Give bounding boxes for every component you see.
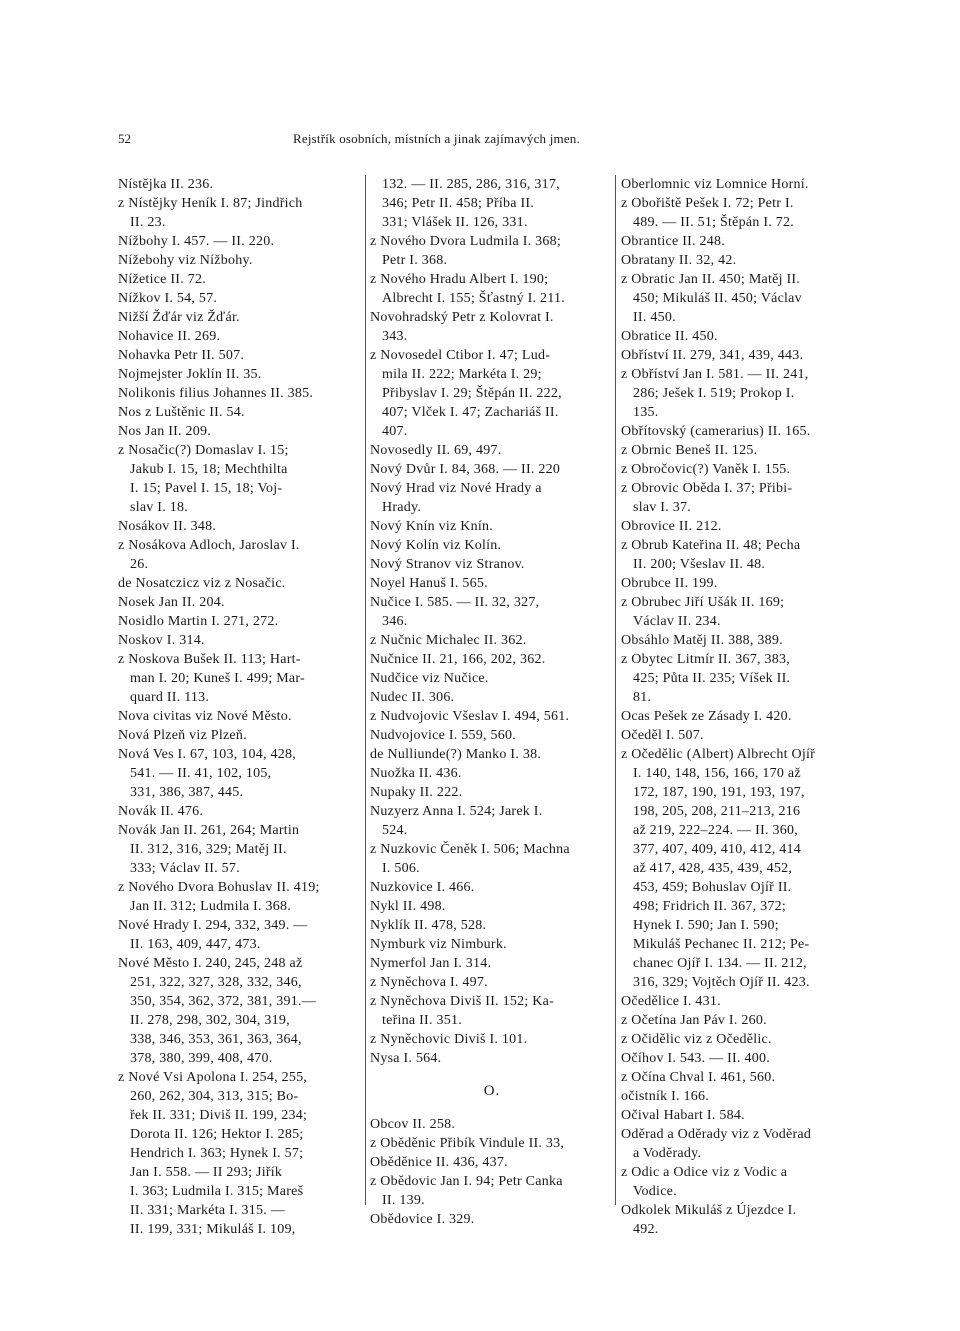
- index-entry: [370, 1030, 614, 1049]
- index-entry: [118, 517, 364, 536]
- index-entry: [370, 460, 614, 479]
- index-entry: [118, 384, 364, 403]
- index-entry: [621, 593, 863, 631]
- index-entry: [370, 1153, 614, 1172]
- index-entry-line: 407.: [382, 424, 408, 439]
- index-entry: [621, 346, 863, 365]
- index-entry-line: Hrady.: [382, 500, 422, 515]
- index-entry: [370, 897, 614, 916]
- index-entry-line: Nojmejster Joklín II. 35.: [118, 367, 262, 382]
- index-entry-line: 453, 459; Bohuslav Ojíř II.: [633, 880, 792, 895]
- index-entry: [118, 194, 364, 232]
- index-entry-line: Nohavice II. 269.: [118, 329, 221, 344]
- index-entry-line: 377, 407, 409, 410, 412, 414: [633, 842, 801, 857]
- index-entry-line: I. 506.: [382, 861, 420, 876]
- index-entry-line: Hynek I. 590; Jan I. 590;: [633, 918, 779, 933]
- index-entry-line: Obrantice II. 248.: [621, 234, 726, 249]
- index-entry: [621, 1011, 863, 1030]
- index-entry: [118, 403, 364, 422]
- index-entry-line: Noskov I. 314.: [118, 633, 205, 648]
- index-entry-line: Nymerfol Jan I. 314.: [370, 956, 492, 971]
- index-entry-line: Nuzkovice I. 466.: [370, 880, 475, 895]
- index-entry-line: Nížkov I. 54, 57.: [118, 291, 218, 306]
- index-entry: [118, 346, 364, 365]
- index-entry-line: Nohavka Petr II. 507.: [118, 348, 245, 363]
- index-entry-line: z Noskova Bušek II. 113; Hart-: [118, 652, 301, 667]
- index-column-3: [621, 175, 863, 1239]
- index-entry-line: až 417, 428, 435, 439, 452,: [633, 861, 793, 876]
- index-entry-line: Obědovice I. 329.: [370, 1212, 475, 1227]
- index-entry: [370, 574, 614, 593]
- index-entry-line: slav I. 37.: [633, 500, 691, 515]
- index-entry-line: z Obratic Jan II. 450; Matěj II.: [621, 272, 801, 287]
- index-entry-line: řek II. 331; Diviš II. 199, 234;: [130, 1108, 308, 1123]
- index-entry-line: chanec Ojíř I. 134. — II. 212,: [633, 956, 807, 971]
- index-entry-line: Nysa I. 564.: [370, 1051, 442, 1066]
- index-entry: [118, 232, 364, 251]
- index-entry: [118, 441, 364, 517]
- index-entry-line: II. 200; Všeslav II. 48.: [633, 557, 766, 572]
- index-entry-line: Očíhov I. 543. — II. 400.: [621, 1051, 770, 1066]
- index-entry: [621, 1125, 863, 1163]
- index-entry-line: z Odic a Odice viz z Vodic a: [621, 1165, 788, 1180]
- index-entry-line: Oberlomnic viz Lomnice Horní.: [621, 177, 809, 192]
- index-entry: [621, 650, 863, 707]
- index-entry: [118, 916, 364, 954]
- index-entry: [118, 175, 364, 194]
- column-divider-1: [365, 175, 366, 1205]
- index-entry-line: II. 23.: [130, 215, 166, 230]
- index-entry: [118, 878, 364, 916]
- index-entry: [370, 688, 614, 707]
- index-entry-line: Nymburk viz Nimburk.: [370, 937, 507, 952]
- index-entry-line: Jan II. 312; Ludmila I. 368.: [130, 899, 291, 914]
- index-entry-line: Ocas Pešek ze Zásady I. 420.: [621, 709, 792, 724]
- index-entry: [370, 878, 614, 897]
- index-entry: [370, 1115, 614, 1134]
- index-entry: [621, 1163, 863, 1201]
- index-entry: [370, 783, 614, 802]
- index-entry-line: Nové Hrady I. 294, 332, 349. —: [118, 918, 308, 933]
- index-entry-line: 333; Václav II. 57.: [130, 861, 240, 876]
- index-entry-line: z Očetína Jan Páv I. 260.: [621, 1013, 767, 1028]
- index-entry-line: 489. — II. 51; Štěpán I. 72.: [633, 215, 794, 230]
- index-entry: [370, 232, 614, 270]
- index-entry-line: z Nového Dvora Ludmila I. 368;: [370, 234, 562, 249]
- index-entry-line: z Očedělic (Albert) Albrecht Ojíř: [621, 747, 816, 762]
- index-entry: [621, 460, 863, 479]
- index-entry: [370, 840, 614, 878]
- index-entry-line: Nudčice viz Nučice.: [370, 671, 489, 686]
- index-entry-line: z Obořiště Pešek I. 72; Petr I.: [621, 196, 794, 211]
- index-entry-line: Hendrich I. 363; Hynek I. 57;: [130, 1146, 304, 1161]
- index-entry: [621, 1106, 863, 1125]
- index-entry-line: I. 363; Ludmila I. 315; Mareš: [130, 1184, 304, 1199]
- index-entry: [118, 593, 364, 612]
- index-entry-line: z Nučnic Michalec II. 362.: [370, 633, 527, 648]
- page-header: [118, 131, 858, 151]
- index-entry-line: Jakub I. 15, 18; Mechthilta: [130, 462, 288, 477]
- index-entry: [621, 441, 863, 460]
- index-entry: [621, 327, 863, 346]
- index-entry-line: Obsáhlo Matěj II. 388, 389.: [621, 633, 783, 648]
- index-entry: [118, 365, 364, 384]
- index-entry: [370, 479, 614, 517]
- index-entry-line: z Očína Chval I. 461, 560.: [621, 1070, 776, 1085]
- index-entry-line: Nykl II. 498.: [370, 899, 446, 914]
- index-entry-line: 135.: [633, 405, 659, 420]
- index-entry-line: Nížebohy viz Nížbohy.: [118, 253, 253, 268]
- index-entry-line: Nový Knín viz Knín.: [370, 519, 493, 534]
- index-entry-line: Nuožka II. 436.: [370, 766, 462, 781]
- index-entry-line: 286; Ješek I. 519; Prokop I.: [633, 386, 795, 401]
- index-entry-line: Nižší Žďár viz Žďár.: [118, 310, 240, 325]
- index-entry: [370, 441, 614, 460]
- index-entry: [118, 745, 364, 802]
- index-entry-line: I. 140, 148, 156, 166, 170 až: [633, 766, 801, 781]
- index-entry-line: Obratany II. 32, 42.: [621, 253, 737, 268]
- index-entry-line: Nové Město I. 240, 245, 248 až: [118, 956, 303, 971]
- index-entry-line: Nový Hrad viz Nové Hrady a: [370, 481, 542, 496]
- index-entry: [621, 745, 863, 992]
- index-entry-line: Obcov II. 258.: [370, 1117, 456, 1132]
- index-entry-line: z Nístějky Heník I. 87; Jindřich: [118, 196, 303, 211]
- index-entry: [370, 802, 614, 840]
- index-entry-line: 132. — II. 285, 286, 316, 317,: [382, 177, 560, 192]
- index-entry: [621, 175, 863, 194]
- index-entry-line: Vodice.: [633, 1184, 677, 1199]
- index-entry: [370, 270, 614, 308]
- index-entry: [370, 935, 614, 954]
- index-entry: [118, 802, 364, 821]
- index-entry-line: II. 312, 316, 329; Matěj II.: [130, 842, 287, 857]
- index-entry: [370, 669, 614, 688]
- index-entry: [118, 726, 364, 745]
- index-entry-line: Nos z Luštěnic II. 54.: [118, 405, 245, 420]
- index-entry-line: Nová Ves I. 67, 103, 104, 428,: [118, 747, 296, 762]
- index-entry: [370, 916, 614, 935]
- index-entry-line: teřina II. 351.: [382, 1013, 462, 1028]
- index-entry-line: Nupaky II. 222.: [370, 785, 463, 800]
- index-entry-line: Nový Dvůr I. 84, 368. — II. 220: [370, 462, 561, 477]
- index-entry-line: Novohradský Petr z Kolovrat I.: [370, 310, 554, 325]
- index-entry-line: Nudvojovice I. 559, 560.: [370, 728, 516, 743]
- index-entry-line: z Novosedel Ctibor I. 47; Lud-: [370, 348, 551, 363]
- index-entry-line: II. 331; Markéta I. 315. —: [130, 1203, 286, 1218]
- index-entry-line: Nová Plzeň viz Plzeň.: [118, 728, 247, 743]
- index-entry: [118, 707, 364, 726]
- index-entry-line: Novák II. 476.: [118, 804, 204, 819]
- page-number: 52: [118, 131, 131, 146]
- index-entry-line: z Obrubec Jiří Ušák II. 169;: [621, 595, 785, 610]
- index-entry: [370, 555, 614, 574]
- index-column-1: [118, 175, 364, 1239]
- index-entry: [370, 1049, 614, 1068]
- index-entry: [118, 821, 364, 878]
- index-entry-line: Albrecht I. 155; Šťastný I. 211.: [382, 291, 565, 306]
- index-entry-line: 346; Petr II. 458; Příba II.: [382, 196, 535, 211]
- index-entry-line: Očival Habart I. 584.: [621, 1108, 745, 1123]
- index-entry: [370, 631, 614, 650]
- index-entry: [621, 1068, 863, 1087]
- index-entry: [118, 650, 364, 707]
- index-entry: [621, 1030, 863, 1049]
- index-entry-line: Oběděnice II. 436, 437.: [370, 1155, 508, 1170]
- index-entry: [621, 1049, 863, 1068]
- index-entry: [621, 1201, 863, 1239]
- index-entry: [370, 1172, 614, 1210]
- index-entry: [370, 726, 614, 745]
- index-entry-line: 346.: [382, 614, 408, 629]
- index-entry-line: Nížbohy I. 457. — II. 220.: [118, 234, 275, 249]
- index-entry-line: 316, 329; Vojtěch Ojíř II. 423.: [633, 975, 810, 990]
- index-entry-line: Nudec II. 306.: [370, 690, 455, 705]
- index-entry: [621, 574, 863, 593]
- index-entry-line: de Nulliunde(?) Manko I. 38.: [370, 747, 542, 762]
- index-entry-line: de Nosatczicz viz z Nosačic.: [118, 576, 286, 591]
- index-entry-line: 524.: [382, 823, 408, 838]
- index-entry-line: z Obytec Litmír II. 367, 383,: [621, 652, 790, 667]
- index-entry-line: 343.: [382, 329, 408, 344]
- index-entry-line: 378, 380, 399, 408, 470.: [130, 1051, 273, 1066]
- index-entry-line: 260, 262, 304, 313, 315; Bo-: [130, 1089, 299, 1104]
- index-entry-line: 26.: [130, 557, 149, 572]
- index-entry-line: z Nosačic(?) Domaslav I. 15;: [118, 443, 289, 458]
- index-entry: [370, 593, 614, 631]
- index-entry-line: I. 15; Pavel I. 15, 18; Voj-: [130, 481, 283, 496]
- index-entry: [118, 251, 364, 270]
- index-entry: [621, 422, 863, 441]
- index-entry: [118, 422, 364, 441]
- index-entry: [621, 251, 863, 270]
- index-entry-line: Nučnice II. 21, 166, 202, 362.: [370, 652, 546, 667]
- index-column-2: [370, 175, 614, 1229]
- index-entry-line: Mikuláš Pechanec II. 212; Pe-: [633, 937, 810, 952]
- index-entry-line: z Obříství Jan I. 581. — II. 241,: [621, 367, 809, 382]
- index-entry: [118, 289, 364, 308]
- index-entry: [370, 992, 614, 1030]
- index-entry-line: 425; Půta II. 235; Víšek II.: [633, 671, 791, 686]
- index-entry-line: očistník I. 166.: [621, 1089, 709, 1104]
- index-entry-line: II. 450.: [633, 310, 676, 325]
- index-entry-line: Obříství II. 279, 341, 439, 443.: [621, 348, 804, 363]
- index-entry-line: 198, 205, 208, 211–213, 216: [633, 804, 801, 819]
- index-entry-line: 331; Vlášek II. 126, 331.: [382, 215, 528, 230]
- index-entry-line: II. 199, 331; Mikuláš I. 109,: [130, 1222, 296, 1237]
- index-entry-line: Nový Stranov viz Stranov.: [370, 557, 525, 572]
- index-entry-line: mila II. 222; Markéta I. 29;: [382, 367, 542, 382]
- index-entry-line: z Nuzkovic Čeněk I. 506; Machna: [370, 842, 570, 857]
- index-entry: [370, 536, 614, 555]
- index-entry-line: Nyklík II. 478, 528.: [370, 918, 487, 933]
- index-entry: [118, 327, 364, 346]
- index-entry-line: Obrubce II. 199.: [621, 576, 718, 591]
- index-entry: [370, 764, 614, 783]
- running-title: Rejstřík osobních, místních a jinak zajímavých jmen.: [293, 131, 580, 146]
- index-entry: [370, 973, 614, 992]
- index-entry: [370, 1134, 614, 1153]
- index-entry-line: Nosidlo Martin I. 271, 272.: [118, 614, 279, 629]
- index-entry-line: 407; Vlček I. 47; Zachariáš II.: [382, 405, 559, 420]
- index-entry: [621, 707, 863, 726]
- index-entry-line: 450; Mikuláš II. 450; Václav: [633, 291, 802, 306]
- index-entry-line: slav I. 18.: [130, 500, 188, 515]
- index-entry-line: Václav II. 234.: [633, 614, 721, 629]
- index-entry-line: 172, 187, 190, 191, 193, 197,: [633, 785, 805, 800]
- index-entry-line: Novák Jan II. 261, 264; Martin: [118, 823, 300, 838]
- index-entry: [118, 536, 364, 574]
- index-entry: [621, 365, 863, 422]
- index-entry-line: Novosedly II. 69, 497.: [370, 443, 502, 458]
- index-entry: [621, 194, 863, 232]
- index-entry-line: Nolikonis filius Johannes II. 385.: [118, 386, 314, 401]
- index-entry: [621, 1087, 863, 1106]
- index-entry: [118, 308, 364, 327]
- index-entry-line: Očedělice I. 431.: [621, 994, 721, 1009]
- index-entry-line: Obrovice II. 212.: [621, 519, 722, 534]
- index-entry-line: 338, 346, 353, 361, 363, 364,: [130, 1032, 302, 1047]
- index-entry-line: z Obrnic Beneš II. 125.: [621, 443, 758, 458]
- index-entry: [621, 517, 863, 536]
- index-entry-line: z Oběděnic Přibík Vindule II. 33,: [370, 1136, 565, 1151]
- index-entry-line: Petr I. 368.: [382, 253, 448, 268]
- index-entry-line: Nový Kolín viz Kolín.: [370, 538, 502, 553]
- index-entry-line: z Nyněchovic Diviš I. 101.: [370, 1032, 528, 1047]
- index-entry-line: Nuzyerz Anna I. 524; Jarek I.: [370, 804, 543, 819]
- index-entry: [370, 175, 614, 232]
- index-entry: [118, 270, 364, 289]
- index-entry: [370, 517, 614, 536]
- index-entry: [118, 1068, 364, 1239]
- index-entry-line: z Nového Dvora Bohuslav II. 419;: [118, 880, 320, 895]
- index-entry-line: 331, 386, 387, 445.: [130, 785, 244, 800]
- index-entry-line: man I. 20; Kuneš I. 499; Mar-: [130, 671, 305, 686]
- index-entry-line: Oděrad a Oděrady viz z Voděrad: [621, 1127, 812, 1142]
- index-entry-line: z Obědovic Jan I. 94; Petr Canka: [370, 1174, 563, 1189]
- index-entry: [118, 631, 364, 650]
- index-entry-line: z Nudvojovic Všeslav I. 494, 561.: [370, 709, 570, 724]
- section-heading: O.: [483, 1083, 501, 1099]
- index-entry-line: II. 163, 409, 447, 473.: [130, 937, 261, 952]
- index-entry-line: 498; Fridrich II. 367, 372;: [633, 899, 786, 914]
- index-entry-line: z Nové Vsi Apolona I. 254, 255,: [118, 1070, 308, 1085]
- index-entry-line: 251, 322, 327, 328, 332, 346,: [130, 975, 302, 990]
- index-entry: [621, 992, 863, 1011]
- index-entry-line: Obratice II. 450.: [621, 329, 718, 344]
- index-entry: [370, 650, 614, 669]
- index-entry-line: Nosákov II. 348.: [118, 519, 217, 534]
- index-entry: [118, 574, 364, 593]
- index-entry: [370, 1210, 614, 1229]
- index-entry-line: quard II. 113.: [130, 690, 210, 705]
- index-entry: [370, 707, 614, 726]
- index-entry-line: 81.: [633, 690, 652, 705]
- index-entry-line: Jan I. 558. — II 293; Jiřík: [130, 1165, 283, 1180]
- index-entry-line: a Voděrady.: [633, 1146, 702, 1161]
- index-entry-line: Noyel Hanuš I. 565.: [370, 576, 488, 591]
- index-entry: [370, 745, 614, 764]
- index-entry-line: II. 278, 298, 302, 304, 319,: [130, 1013, 290, 1028]
- index-entry-line: Očeděl I. 507.: [621, 728, 704, 743]
- index-entry-line: Obřítovský (camerarius) II. 165.: [621, 424, 811, 439]
- index-entry-line: Nístějka II. 236.: [118, 177, 214, 192]
- index-entry: [621, 479, 863, 517]
- index-entry-line: Nos Jan II. 209.: [118, 424, 212, 439]
- index-entry: [118, 954, 364, 1068]
- index-entry: [118, 612, 364, 631]
- index-entry-line: Nížetice II. 72.: [118, 272, 206, 287]
- index-entry-line: z Nového Hradu Albert I. 190;: [370, 272, 549, 287]
- index-entry-line: Odkolek Mikuláš z Újezdce I.: [621, 1203, 797, 1218]
- index-entry: [370, 308, 614, 346]
- index-entry-line: Přibyslav I. 29; Štěpán II. 222,: [382, 386, 562, 401]
- column-divider-2: [615, 175, 616, 1205]
- index-entry-line: Nosek Jan II. 204.: [118, 595, 225, 610]
- index-entry-line: Dorota II. 126; Hektor I. 285;: [130, 1127, 304, 1142]
- index-entry: [621, 726, 863, 745]
- index-entry: [370, 954, 614, 973]
- index-entry-line: z Očidělic viz z Očedělic.: [621, 1032, 772, 1047]
- index-entry: [370, 346, 614, 441]
- index-entry-line: 492.: [633, 1222, 659, 1237]
- index-entry-line: z Nyněchova Diviš II. 152; Ka-: [370, 994, 555, 1009]
- index-entry-line: z Obrub Kateřina II. 48; Pecha: [621, 538, 801, 553]
- index-entry-line: z Nosákova Adloch, Jaroslav I.: [118, 538, 300, 553]
- index-entry-line: z Obrovic Oběda I. 37; Přibi-: [621, 481, 793, 496]
- index-entry-line: 541. — II. 41, 102, 105,: [130, 766, 272, 781]
- index-entry-line: 350, 354, 362, 372, 381, 391.—: [130, 994, 316, 1009]
- index-entry-line: až 219, 222–224. — II. 360,: [633, 823, 799, 838]
- index-entry: [621, 536, 863, 574]
- index-entry-line: z Nyněchova I. 497.: [370, 975, 488, 990]
- index-entry-line: II. 139.: [382, 1193, 425, 1208]
- index-entry: [621, 232, 863, 251]
- index-entry: [621, 631, 863, 650]
- index-entry-line: z Obročovic(?) Vaněk I. 155.: [621, 462, 791, 477]
- index-entry: [621, 270, 863, 327]
- index-entry-line: Nučice I. 585. — II. 32, 327,: [370, 595, 540, 610]
- index-entry-line: Nova civitas viz Nové Město.: [118, 709, 292, 724]
